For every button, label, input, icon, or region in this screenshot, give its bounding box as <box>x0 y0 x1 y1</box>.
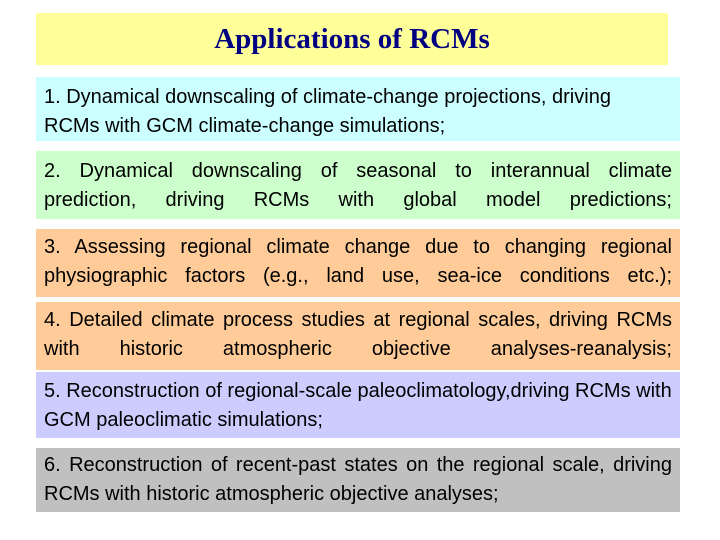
item-2-box <box>36 151 680 219</box>
item-4-box <box>36 302 680 370</box>
item-5-text: 5. Reconstruction of regional-scale paleoclimatology,driving RCMs with GCM paleoclimatic simulations; <box>44 380 672 431</box>
item-2-text: 2. Dynamical downscaling of seasonal to interannual climate prediction, driving RCMs with global model predictions; <box>44 160 672 211</box>
item-4-text: 4. Detailed climate process studies at regional scales, driving RCMs with historic atmospheric objective analyses-reanalysis; <box>44 309 672 360</box>
item-1-text: 1. Dynamical downscaling of climate-change projections, driving RCMs with GCM climate-change simulations; <box>44 86 611 137</box>
item-5-box <box>36 372 680 438</box>
item-3-box <box>36 229 680 297</box>
item-3-text: 3. Assessing regional climate change due to changing regional physiographic factors (e.g., land use, sea-ice conditions etc.); <box>44 236 672 287</box>
item-6-text: 6. Reconstruction of recent-past states on the regional scale, driving RCMs with historic atmospheric objective analyses; <box>44 454 672 505</box>
title-banner <box>36 13 668 65</box>
item-6-box <box>36 448 680 512</box>
slide-title: Applications of RCMs <box>214 22 490 55</box>
item-1-box <box>36 77 680 141</box>
